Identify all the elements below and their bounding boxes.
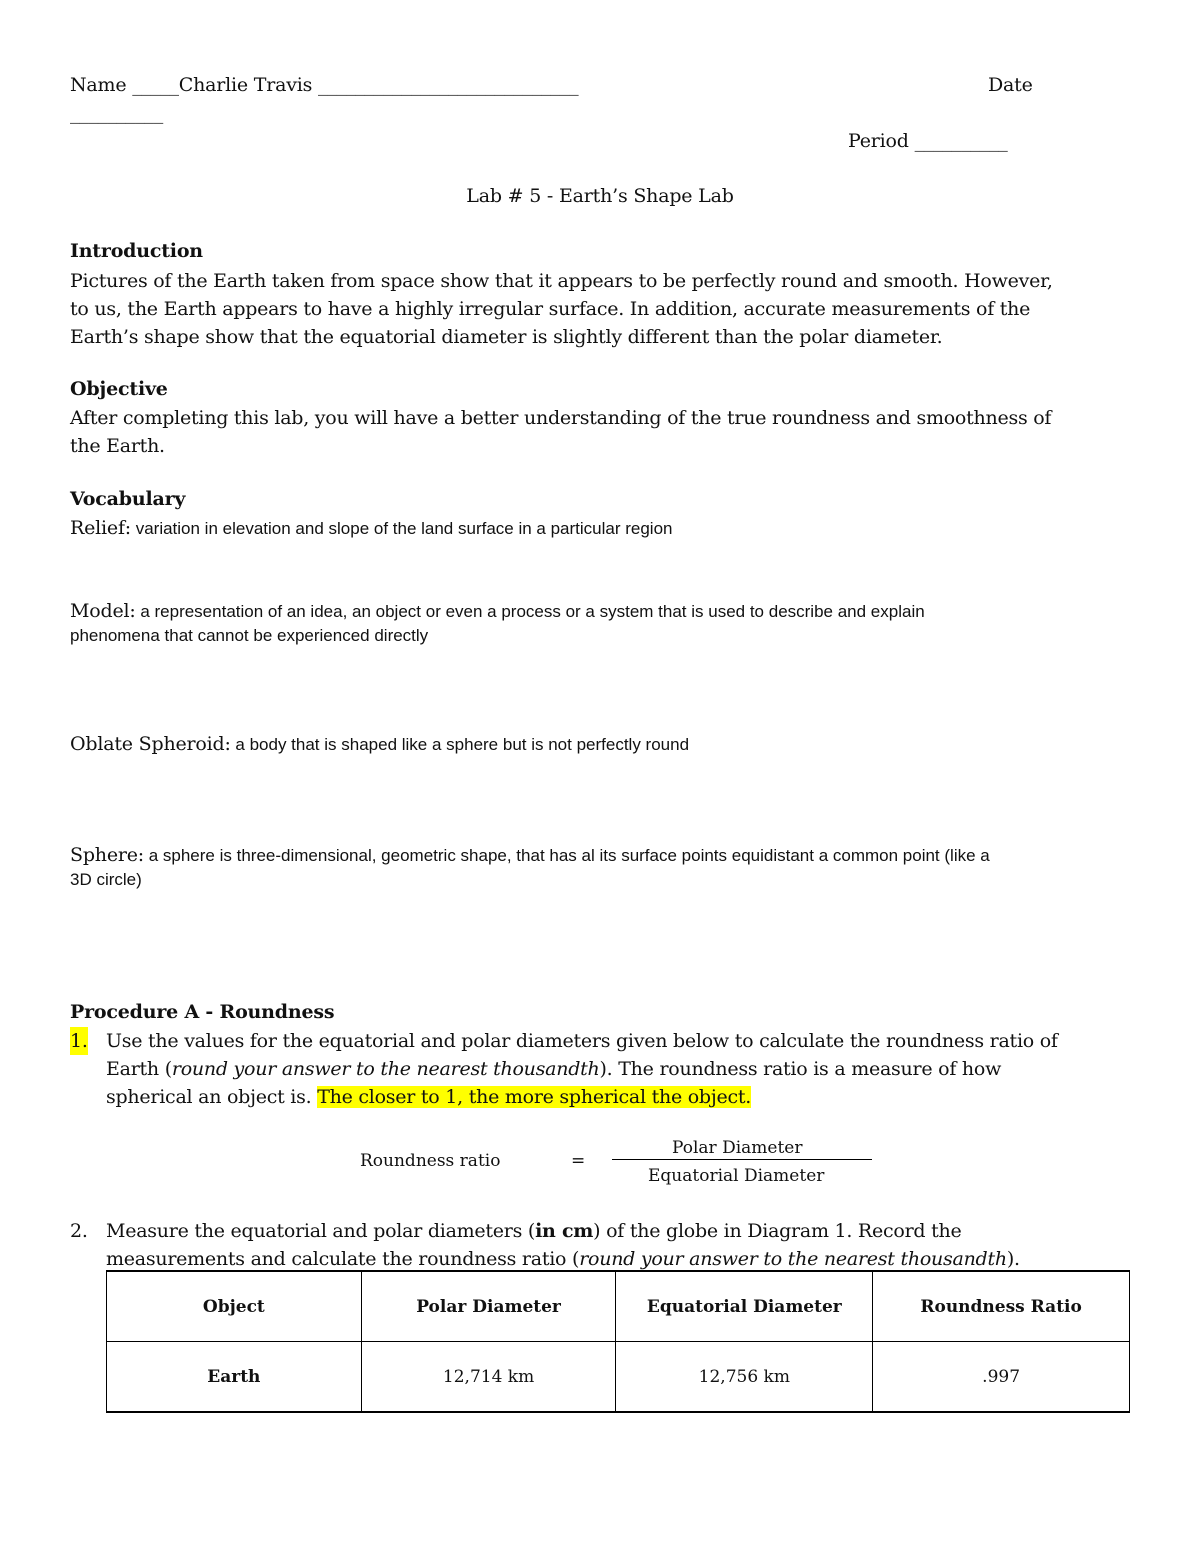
page-title: Lab # 5 - Earth’s Shape Lab <box>466 185 734 207</box>
introduction-text <box>70 267 1130 351</box>
table-header-cell: Object <box>107 1271 362 1342</box>
objective-text <box>70 404 1130 460</box>
period-field[interactable]: Period __________ <box>848 130 1008 152</box>
vocab-item-oblate-spheroid <box>70 731 1140 757</box>
objective-heading: Objective <box>70 378 168 400</box>
vocabulary-heading: Vocabulary <box>70 488 186 510</box>
vocab-definition: variation in elevation and slope of the land surface in a particular region <box>130 519 673 538</box>
date-field[interactable]: __________ <box>70 102 164 124</box>
step-line: Measure the equatorial and polar diameters (in cm) of the globe in Diagram 1. Record the <box>106 1220 962 1242</box>
table-header-cell: Equatorial Diameter <box>616 1271 873 1342</box>
vocab-definition-cont: 3D circle) <box>70 870 142 889</box>
objective-line: the Earth. <box>70 435 165 457</box>
fraction-bar <box>612 1159 872 1160</box>
step-line: measurements and calculate the roundness ratio (round your answer to the nearest thousandth). <box>106 1248 1020 1270</box>
step-number: 2. <box>70 1220 88 1242</box>
introduction-line: Earth’s shape show that the equatorial diameter is slightly different than the polar diameter. <box>70 326 943 348</box>
introduction-heading: Introduction <box>70 240 203 262</box>
procedure-heading: Procedure A - Roundness <box>70 1001 335 1023</box>
vocab-definition-cont: phenomena that cannot be experienced directly <box>70 626 429 645</box>
procedure-step-2 <box>70 1217 1140 1273</box>
objective-line: After completing this lab, you will have a better understanding of the true roundness and smoothness of <box>70 407 1052 429</box>
vocab-term: Oblate Spheroid: <box>70 733 231 755</box>
vocab-item-model <box>70 598 1140 648</box>
vocab-definition: a representation of an idea, an object or even a process or a system that is used to describe and explain <box>135 602 925 621</box>
introduction-line: to us, the Earth appears to have a highly irregular surface. In addition, accurate measurements of the <box>70 298 1031 320</box>
roundness-table <box>106 1270 1130 1413</box>
formula-numerator: Polar Diameter <box>672 1138 803 1158</box>
table-cell[interactable]: 12,714 km <box>361 1342 616 1413</box>
step-line: Use the values for the equatorial and polar diameters given below to calculate the roundness ratio of <box>106 1030 1058 1052</box>
table-header-cell: Polar Diameter <box>361 1271 616 1342</box>
vocab-term: Sphere: <box>70 844 144 866</box>
formula-denominator: Equatorial Diameter <box>648 1166 825 1186</box>
introduction-line: Pictures of the Earth taken from space show that it appears to be perfectly round and smooth. However, <box>70 270 1053 292</box>
procedure-step-1 <box>70 1027 1140 1111</box>
table-cell: Earth <box>107 1342 362 1413</box>
table-header-cell: Roundness Ratio <box>873 1271 1130 1342</box>
table-row <box>107 1342 1130 1413</box>
vocab-term: Model: <box>70 600 136 622</box>
step-line: Earth (round your answer to the nearest thousandth). The roundness ratio is a measure of how <box>106 1058 1002 1080</box>
step-line: spherical an object is. The closer to 1, the more spherical the object. <box>106 1086 752 1108</box>
formula-equals: = <box>571 1151 586 1171</box>
table-cell[interactable]: 12,756 km <box>616 1342 873 1413</box>
name-field[interactable]: Name _____Charlie Travis ____________________________ <box>70 74 579 96</box>
vocab-term: Relief: <box>70 517 131 539</box>
step-number: 1. <box>70 1027 88 1055</box>
table-header-row <box>107 1271 1130 1342</box>
vocab-definition: a body that is shaped like a sphere but is not perfectly round <box>230 735 690 754</box>
vocab-item-relief <box>70 515 1140 541</box>
formula-label: Roundness ratio <box>360 1151 501 1171</box>
vocab-item-sphere <box>70 842 1140 892</box>
highlighted-text: The closer to 1, the more spherical the object. <box>317 1086 752 1108</box>
vocab-definition: a sphere is three-dimensional, geometric shape, that has al its surface points equidistant a common point (like a <box>144 846 990 865</box>
table-cell[interactable]: .997 <box>873 1342 1130 1413</box>
date-label: Date <box>988 74 1033 96</box>
